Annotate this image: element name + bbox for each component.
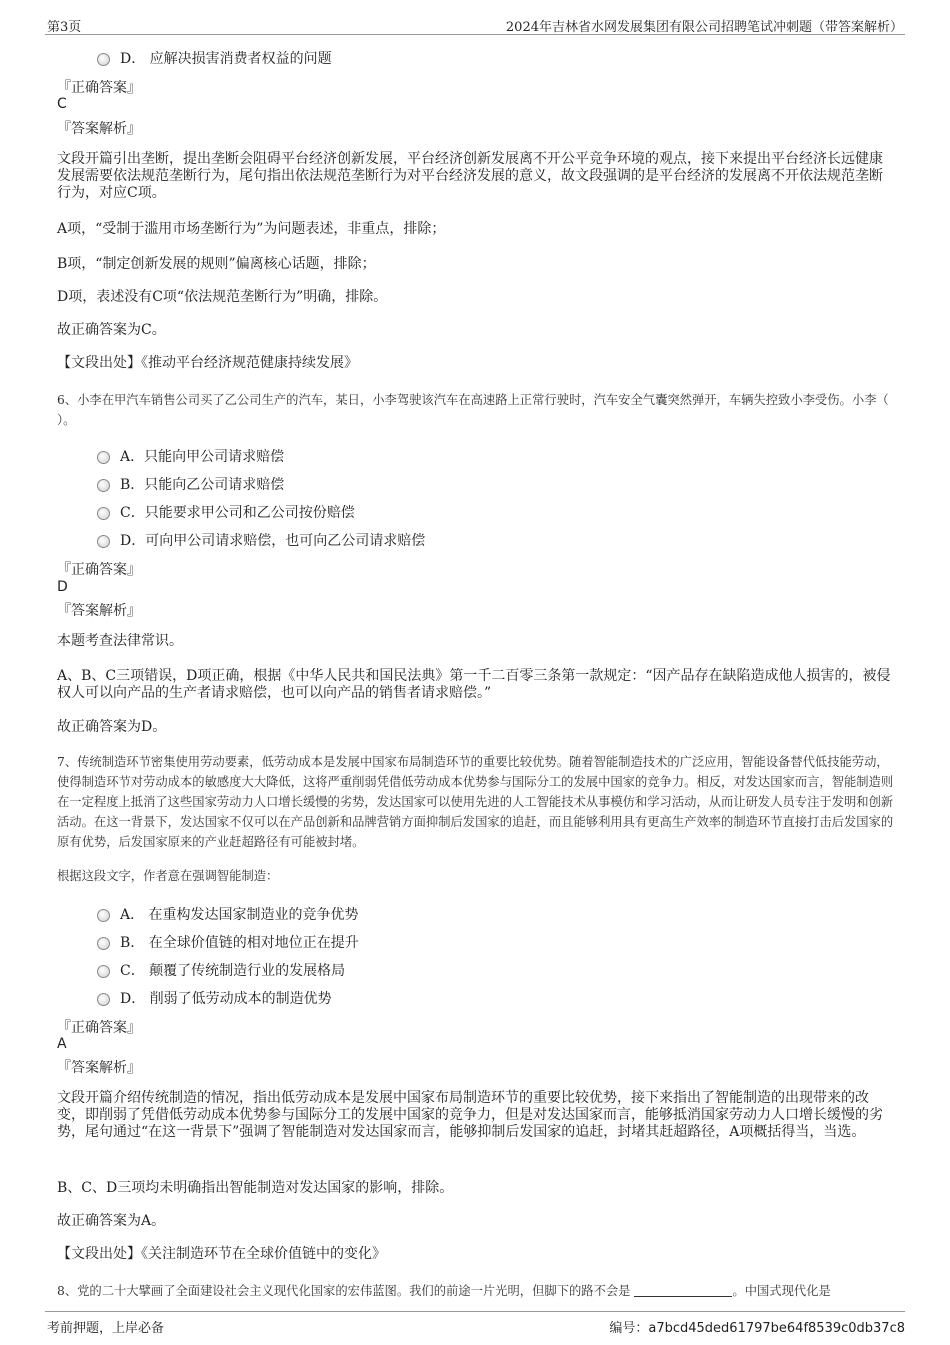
q5-answer: C (57, 96, 67, 112)
q5-analysis-p5: 故正确答案为C。 (57, 322, 166, 338)
footer-slogan: 考前押题，上岸必备 (47, 1321, 165, 1336)
document-title: 2024年吉林省水网发展集团有限公司招聘笔试冲刺题（带答案解析） (505, 20, 903, 35)
q7-analysis-p3: 故正确答案为A。 (57, 1213, 166, 1229)
radio-icon[interactable] (97, 479, 110, 492)
page-footer (45, 1311, 905, 1338)
fill-blank[interactable] (634, 1284, 732, 1297)
q6-option-c-text: C．只能要求甲公司和乙公司按份赔偿 (120, 505, 355, 521)
document-id (609, 1317, 905, 1336)
document-id-label: 编号： (609, 1321, 649, 1336)
q5-answer-label: 『正确答案』 (57, 80, 141, 96)
radio-icon[interactable] (97, 53, 110, 66)
q5-analysis-p1: 文段开篇引出垄断，提出垄断会阻碍平台经济创新发展，平台经济创新发展离不开公平竞争环境的观点，接下来提出平台经济长远健康发展需要依法规范垄断行为，尾句指出依法规范垄断行为对平台经济发展的意义，故文段强调的是平台经济的发展离不开依法规范垄断行为，对应C项。 (57, 151, 883, 201)
radio-icon[interactable] (97, 993, 110, 1006)
q6-option-d-text: D．可向甲公司请求赔偿，也可向乙公司请求赔偿 (120, 533, 426, 549)
q7-answer: A (57, 1036, 67, 1052)
q6-option-b[interactable] (97, 474, 284, 494)
q6-analysis-p3: 故正确答案为D。 (57, 719, 167, 735)
q6-answer-label: 『正确答案』 (57, 562, 141, 578)
q6-answer: D (57, 579, 68, 595)
q7-answer-label: 『正确答案』 (57, 1020, 141, 1036)
q5-option-d-text: D． 应解决损害消费者权益的问题 (120, 51, 332, 67)
radio-icon[interactable] (97, 535, 110, 548)
q7-option-b-text: B． 在全球价值链的相对地位正在提升 (120, 935, 359, 951)
q6-option-d[interactable] (97, 530, 425, 550)
q5-source: 【文段出处】《推动平台经济规范健康持续发展》 (57, 355, 358, 371)
q5-analysis-p2: A项，“受制于滥用市场垄断行为”为问题表述，非重点，排除； (57, 221, 446, 237)
q7-option-d[interactable] (97, 988, 332, 1008)
q7-analysis-p2: B、C、D三项均未明确指出智能制造对发达国家的影响，排除。 (57, 1180, 454, 1196)
q7-option-c[interactable] (97, 960, 345, 980)
q6-option-c[interactable] (97, 502, 355, 522)
q5-option-d[interactable] (97, 48, 332, 68)
q7-stem: 7、传统制造环节密集使用劳动要素，低劳动成本是发展中国家布局制造环节的重要比较优势。随着智能制造技术的广泛应用，智能设备替代低技能劳动，使得制造环节对劳动成本的敏感度大大降低，这将严重削弱凭借低劳动成本优势参与国际分工的发展中国家的竞争力。相反，对发达国家而言，智能制造则在一定程度上抵消了这些国家劳动力人口增长缓慢的劣势，发达国家可以使用先进的人工智能技术从事模仿和学习活动，从而让研发人员专注于发明和创新活动。在这一背景下，发达国家不仅可以在产品创新和品牌营销方面抑制后发国家的追赶，而且能够利用具有更高生产效率的制造环节直接打击后发国家的原有优势，后发国家原来的产业赶超路径有可能被封堵。 (57, 755, 894, 849)
q5-analysis-p3: B项，“制定创新发展的规则”偏离核心话题，排除； (57, 256, 376, 272)
page-number: 第3页 (47, 20, 82, 35)
q6-analysis-label: 『答案解析』 (57, 603, 141, 619)
radio-icon[interactable] (97, 451, 110, 464)
q6-stem: 6、小李在甲汽车销售公司买了乙公司生产的汽车，某日，小李驾驶该汽车在高速路上正常行驶时，汽车安全气囊突然弹开，车辆失控致小李受伤。小李（ ）。 (57, 393, 889, 427)
q7-option-a[interactable] (97, 904, 359, 924)
radio-icon[interactable] (97, 909, 110, 922)
q7-option-b[interactable] (97, 932, 359, 952)
q5-analysis-label: 『答案解析』 (57, 121, 141, 137)
q7-option-d-text: D． 削弱了低劳动成本的制造优势 (120, 991, 332, 1007)
q6-analysis-p2: A、B、C三项错误，D项正确，根据《中华人民共和国民法典》第一千二百零三条第一款规定：“因产品存在缺陷造成他人损害的，被侵权人可以向产品的生产者请求赔偿，也可以向产品的销售者请求赔偿。” (57, 668, 891, 701)
q8-stem-b: 。中国式现代化是 (732, 1284, 831, 1298)
q8-stem (57, 1281, 897, 1301)
q7-prompt: 根据这段文字，作者意在强调智能制造： (57, 869, 279, 883)
radio-icon[interactable] (97, 965, 110, 978)
q7-option-a-text: A． 在重构发达国家制造业的竞争优势 (120, 907, 359, 923)
q7-analysis-p1: 文段开篇介绍传统制造的情况，指出低劳动成本是发展中国家布局制造环节的重要比较优势，接下来指出了智能制造的出现带来的改变，即削弱了凭借低劳动成本优势参与国际分工的发展中国家的竞争力，但是对发达国家而言，能够抵消国家劳动力人口增长缓慢的劣势，尾句通过“在这一背景下”强调了智能制造对发达国家而言，能够抑制后发国家的追赶，封堵其赶超路径，A项概括得当，当选。 (57, 1090, 883, 1140)
radio-icon[interactable] (97, 507, 110, 520)
q6-option-a-text: A．只能向甲公司请求赔偿 (120, 449, 285, 465)
document-id-value: a7bcd45ded61797be64f8539c0db37c8 (648, 1321, 905, 1336)
q8-stem-a: 8、党的二十大擘画了全面建设社会主义现代化国家的宏伟蓝图。我们的前途一片光明，但脚下的路不会是 (57, 1284, 631, 1298)
q5-analysis-p4: D项，表述没有C项“依法规范垄断行为”明确，排除。 (57, 289, 388, 305)
q7-source: 【文段出处】《关注制造环节在全球价值链中的变化》 (57, 1246, 386, 1262)
q7-option-c-text: C． 颠覆了传统制造行业的发展格局 (120, 963, 346, 979)
q6-option-a[interactable] (97, 446, 284, 466)
page-header (45, 12, 905, 35)
q6-option-b-text: B．只能向乙公司请求赔偿 (120, 477, 285, 493)
q7-analysis-label: 『答案解析』 (57, 1060, 141, 1076)
q6-analysis-p1: 本题考查法律常识。 (57, 633, 183, 649)
radio-icon[interactable] (97, 937, 110, 950)
